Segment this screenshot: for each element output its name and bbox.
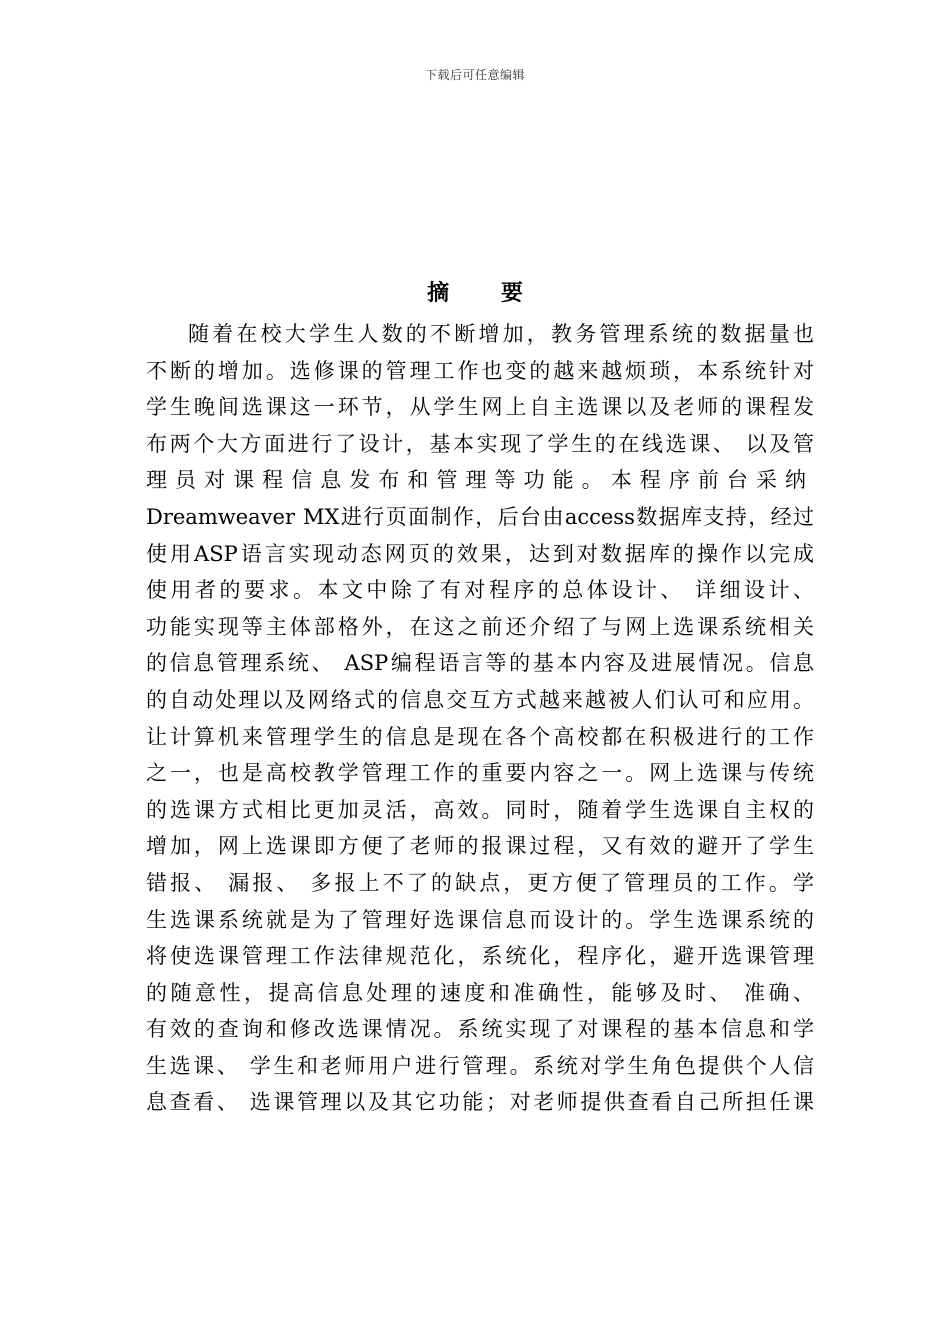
- abstract-line: 让计算机来管理学生的信息是现在各个高校都在积极进行的工作: [146, 724, 814, 749]
- abstract-line: Dreamweaver MX进行页面制作，后台由access数据库支持，经过: [146, 504, 814, 529]
- abstract-body: [146, 316, 814, 1121]
- abstract-line: 增加，网上选课即方便了老师的报课过程，又有效的避开了学生: [146, 834, 814, 859]
- abstract-line: 的选课方式相比更加灵活，高效。同时，随着学生选课自主权的: [146, 797, 814, 822]
- abstract-line: 的随意性，提高信息处理的速度和准确性，能够及时、 准确、: [146, 980, 814, 1005]
- abstract-line: 息查看、 选课管理以及其它功能；对老师提供查看自己所担任课: [146, 1090, 814, 1115]
- abstract-line: 使用ASP语言实现动态网页的效果，达到对数据库的操作以完成: [146, 541, 814, 566]
- abstract-line: 生选课、 学生和老师用户进行管理。系统对学生角色提供个人信: [146, 1053, 814, 1078]
- abstract-line: 生选课系统就是为了管理好选课信息而设计的。学生选课系统的: [146, 907, 814, 932]
- abstract-line: 的自动处理以及网络式的信息交互方式越来越被人们认可和应用。: [146, 687, 814, 712]
- abstract-line: 布两个大方面进行了设计，基本实现了学生的在线选课、 以及管: [146, 431, 814, 456]
- abstract-line: 之一，也是高校教学管理工作的重要内容之一。网上选课与传统: [146, 761, 814, 786]
- abstract-line: 的信息管理系统、 ASP编程语言等的基本内容及进展情况。信息: [146, 651, 814, 676]
- abstract-line: 功能实现等主体部格外，在这之前还介绍了与网上选课系统相关: [146, 614, 814, 639]
- abstract-title: 摘 要: [427, 280, 545, 306]
- abstract-line: 将使选课管理工作法律规范化，系统化，程序化，避开选课管理: [146, 944, 814, 969]
- abstract-line: 随着在校大学生人数的不断增加，教务管理系统的数据量也: [188, 322, 814, 346]
- abstract-line: 不断的增加。选修课的管理工作也变的越来越烦琐，本系统针对: [146, 358, 814, 383]
- header-note: 下载后可任意编辑: [424, 68, 525, 82]
- abstract-line: 学生晚间选课这一环节，从学生网上自主选课以及老师的课程发: [146, 395, 814, 420]
- abstract-line: 使用者的要求。本文中除了有对程序的总体设计、 详细设计、: [146, 578, 814, 603]
- abstract-line: 有效的查询和修改选课情况。系统实现了对课程的基本信息和学: [146, 1017, 814, 1042]
- abstract-line: 理员对课程信息发布和管理等功能。本程序前台采纳: [146, 468, 814, 493]
- abstract-line: 错报、 漏报、 多报上不了的缺点，更方便了管理员的工作。学: [146, 870, 814, 895]
